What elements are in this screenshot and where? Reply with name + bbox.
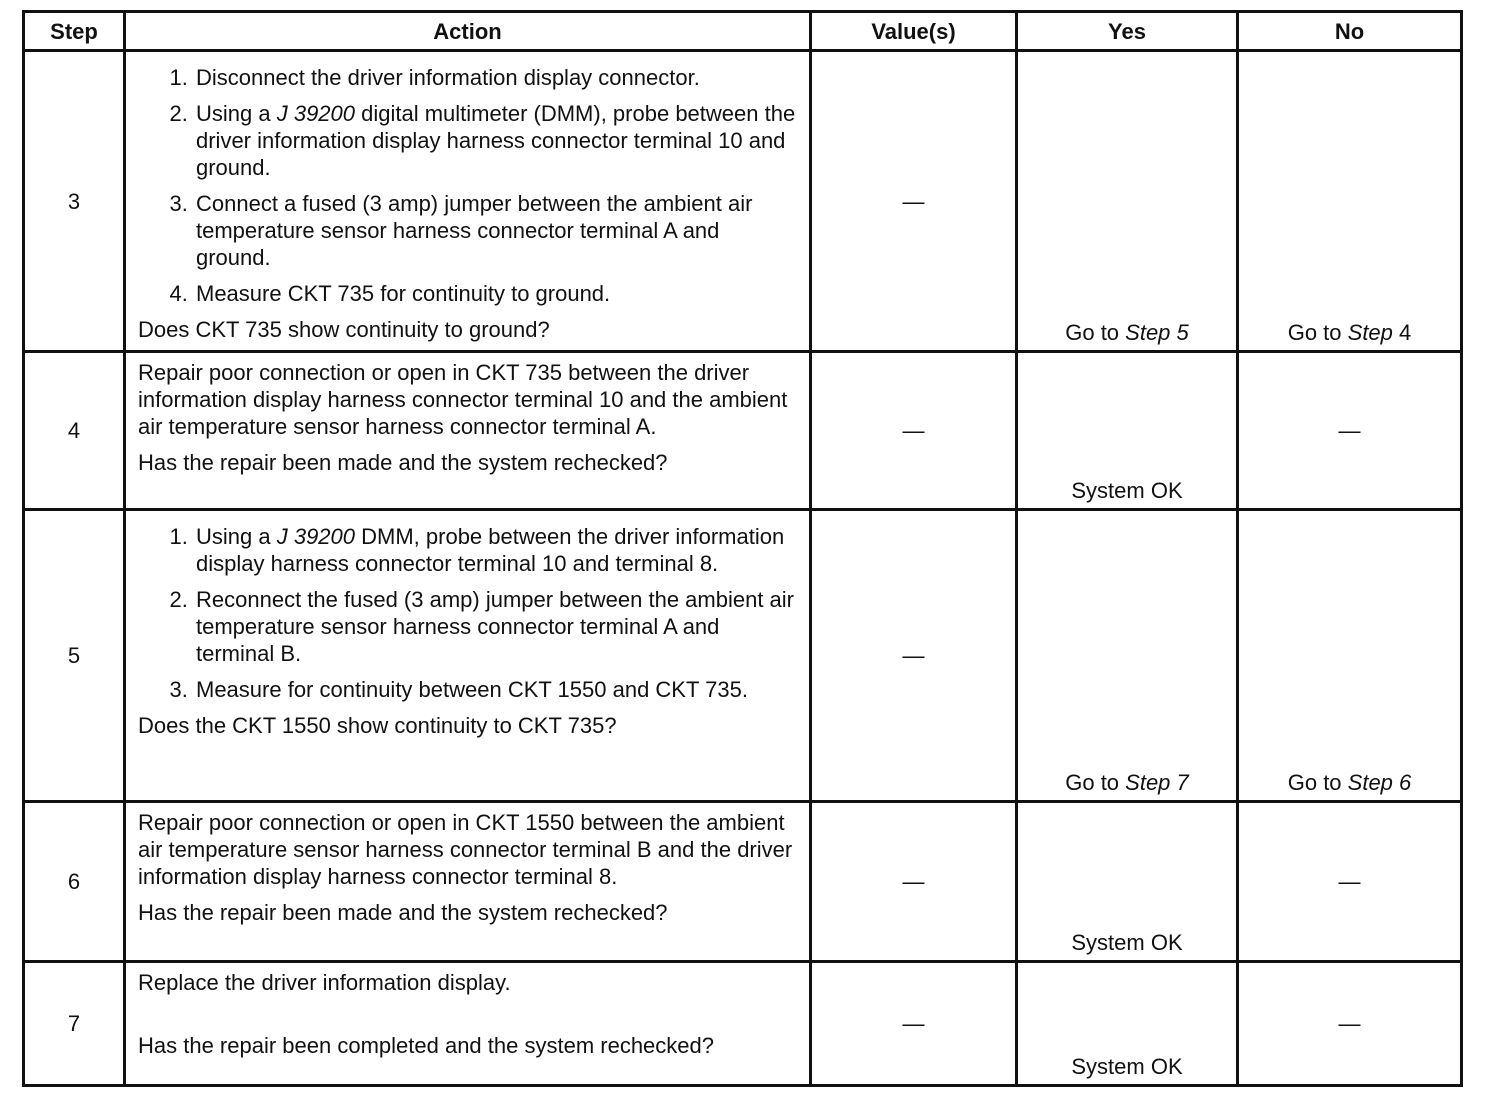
table-row-step-4 — [24, 352, 1462, 510]
yes-cell: System OK — [1017, 352, 1238, 510]
value-cell: — — [811, 962, 1017, 1086]
action-steps-list — [138, 64, 799, 307]
action-question: Has the repair been made and the system rechecked? — [138, 450, 668, 475]
table-row-step-7 — [24, 962, 1462, 1086]
yes-cell: System OK — [1017, 802, 1238, 962]
step-number: 5 — [24, 510, 125, 802]
action-step: 2. Reconnect the fused (3 amp) jumper between the ambient air temperature sensor harness connector terminal A and terminal B. — [194, 586, 799, 667]
action-cell — [125, 51, 811, 352]
step-number: 3 — [24, 51, 125, 352]
value-cell: — — [811, 51, 1017, 352]
header-action: Action — [125, 12, 811, 51]
value-cell: — — [811, 802, 1017, 962]
table-row-step-3 — [24, 51, 1462, 352]
yes-cell: Go to Step 7 — [1017, 510, 1238, 802]
diagnostic-table — [22, 10, 1463, 1087]
no-cell: — — [1238, 962, 1462, 1086]
action-cell — [125, 962, 811, 1086]
table-row-step-5 — [24, 510, 1462, 802]
no-cell: — — [1238, 802, 1462, 962]
no-cell: Go to Step 4 — [1238, 51, 1462, 352]
action-step: 1. Disconnect the driver information display connector. — [194, 64, 799, 91]
action-description: Replace the driver information display. — [138, 970, 511, 995]
action-cell — [125, 802, 811, 962]
header-values: Value(s) — [811, 12, 1017, 51]
action-question: Has the repair been made and the system rechecked? — [138, 900, 668, 925]
no-cell: — — [1238, 352, 1462, 510]
value-cell: — — [811, 352, 1017, 510]
action-step: 4. Measure CKT 735 for continuity to ground. — [194, 280, 799, 307]
step-number: 7 — [24, 962, 125, 1086]
action-step: 3. Connect a fused (3 amp) jumper between the ambient air temperature sensor harness connector terminal A and ground. — [194, 190, 799, 271]
action-question: Has the repair been completed and the system rechecked? — [138, 1033, 714, 1058]
header-step: Step — [24, 12, 125, 51]
table-row-step-6 — [24, 802, 1462, 962]
action-description: Repair poor connection or open in CKT 735 between the driver information display harness connector terminal 10 and the ambient air temperature sensor harness connector terminal A. — [138, 360, 788, 439]
no-cell: Go to Step 6 — [1238, 510, 1462, 802]
header-no: No — [1238, 12, 1462, 51]
yes-cell: Go to Step 5 — [1017, 51, 1238, 352]
step-number: 4 — [24, 352, 125, 510]
header-yes: Yes — [1017, 12, 1238, 51]
action-step: 3. Measure for continuity between CKT 1550 and CKT 735. — [194, 676, 799, 703]
action-question: Does the CKT 1550 show continuity to CKT 735? — [138, 713, 617, 738]
action-step: 1. Using a J 39200 DMM, probe between the driver information display harness connector terminal 10 and terminal 8. — [194, 523, 799, 577]
step-number: 6 — [24, 802, 125, 962]
value-cell: — — [811, 510, 1017, 802]
action-step: 2. Using a J 39200 digital multimeter (DMM), probe between the driver information display harness connector terminal 10 and ground. — [194, 100, 799, 181]
header-row — [24, 12, 1462, 51]
action-description: Repair poor connection or open in CKT 1550 between the ambient air temperature sensor harness connector terminal B and the driver information display harness connector terminal 8. — [138, 810, 793, 889]
action-cell — [125, 352, 811, 510]
action-question: Does CKT 735 show continuity to ground? — [138, 317, 550, 342]
action-cell — [125, 510, 811, 802]
yes-cell: System OK — [1017, 962, 1238, 1086]
action-steps-list — [138, 523, 799, 703]
